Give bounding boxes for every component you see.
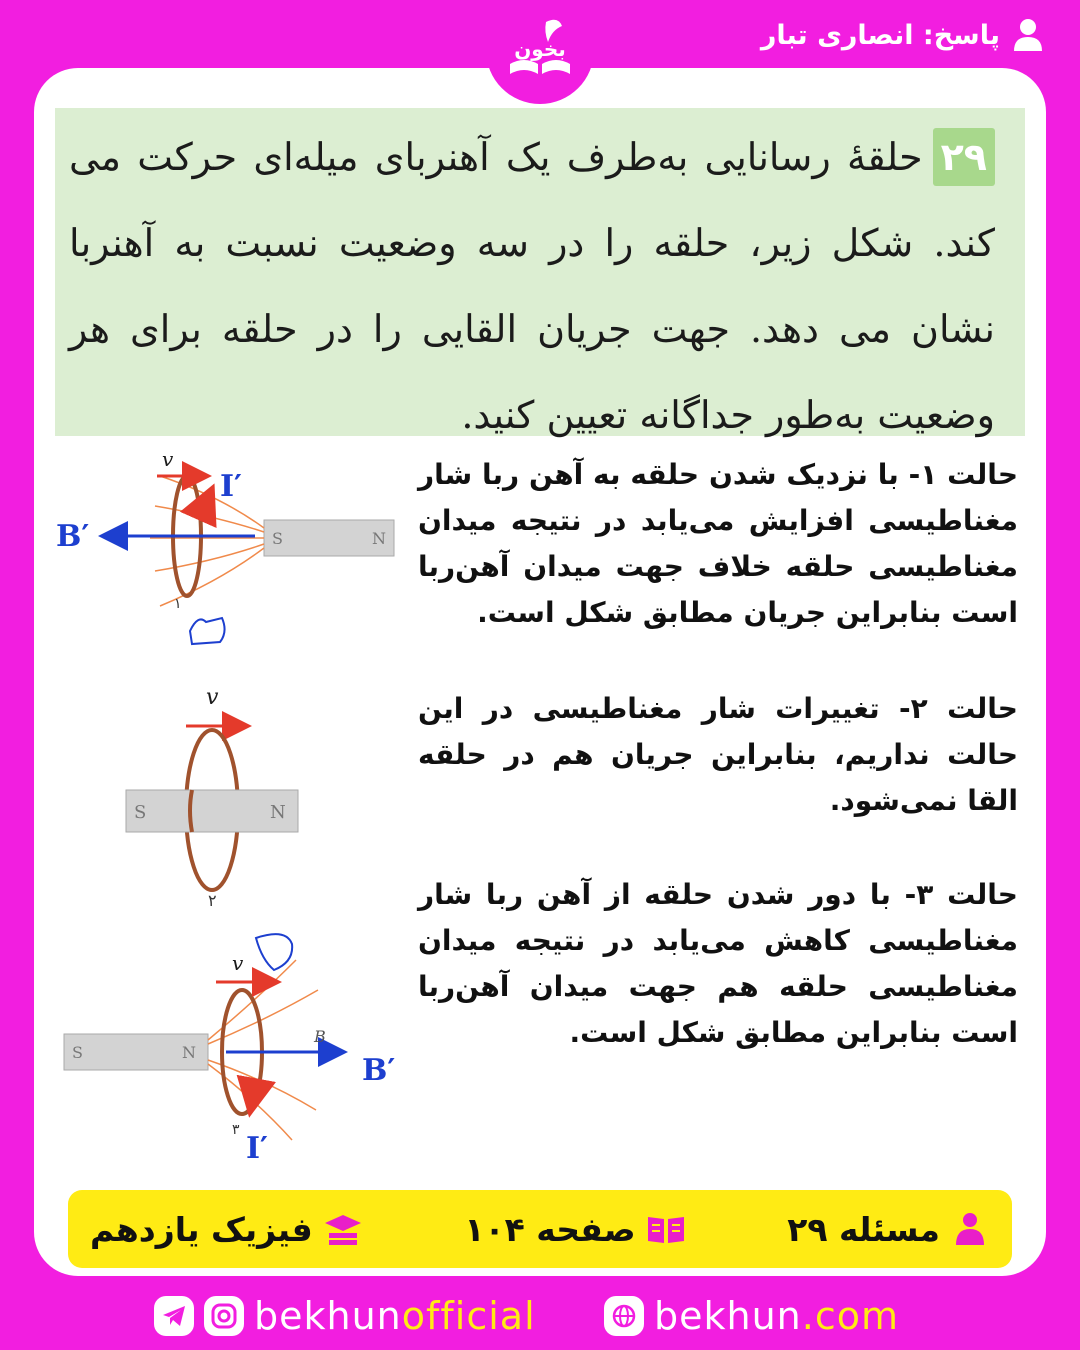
induced-field-label: B′ bbox=[362, 1053, 396, 1088]
footer-page: صفحه ۱۰۴ bbox=[464, 1210, 685, 1249]
figure-number: ۱ bbox=[174, 596, 182, 612]
instagram-icon[interactable] bbox=[204, 1296, 244, 1336]
teacher-icon bbox=[950, 1211, 990, 1247]
left-hand-icon bbox=[256, 934, 292, 970]
footer-info-bar bbox=[68, 1190, 1012, 1268]
answer-case-1: حالت ۱- با نزدیک شدن حلقه به آهن ربا شار مغناطیسی افزایش می‌یابد در نتیجه میدان مغناطیسی حلقه خلاف جهت میدان آهن‌ربا است بنابراین جریان مطابق شکل است. bbox=[418, 458, 1018, 629]
figure-number: ۲ bbox=[208, 891, 217, 910]
social-handle-link[interactable]: bekhunofficial bbox=[254, 1294, 536, 1338]
magnet-n: N bbox=[372, 529, 386, 548]
telegram-icon[interactable] bbox=[154, 1296, 194, 1336]
book-logo-icon bbox=[500, 12, 580, 92]
author-line bbox=[761, 10, 1044, 60]
current-label: I′ bbox=[220, 469, 242, 504]
website-link[interactable]: bekhun.com bbox=[654, 1294, 900, 1338]
user-icon bbox=[1012, 18, 1044, 52]
magnet-field-label: B bbox=[314, 1027, 326, 1046]
magnet-n: N bbox=[270, 802, 286, 823]
footer-book: فیزیک یازدهم bbox=[90, 1210, 363, 1249]
graduation-cap-icon bbox=[323, 1211, 363, 1247]
problem-statement bbox=[55, 108, 1025, 436]
magnet-s: S bbox=[272, 529, 283, 548]
figure-number: ۳ bbox=[232, 1122, 240, 1138]
velocity-label: v bbox=[162, 447, 174, 471]
magnet-s: S bbox=[72, 1043, 83, 1062]
answer-case-2: حالت ۲- تغییرات شار مغناطیسی در این حالت نداریم، بنابراین جریان هم در حلقه القا نمی‌شود. bbox=[418, 692, 1018, 817]
footer-problem: مسئله ۲۹ bbox=[787, 1210, 990, 1249]
globe-icon bbox=[604, 1296, 644, 1336]
bottom-links bbox=[0, 1292, 1080, 1340]
brand-logo bbox=[486, 0, 594, 104]
figure-case-3 bbox=[56, 930, 416, 1170]
magnet-s: S bbox=[134, 802, 147, 823]
author-label: پاسخ: انصاری تبار bbox=[760, 19, 1000, 51]
problem-number: ۲۹ bbox=[933, 128, 995, 186]
right-hand-icon bbox=[190, 618, 225, 644]
velocity-label: v bbox=[206, 685, 219, 710]
current-label: I′ bbox=[246, 1131, 268, 1166]
open-book-icon bbox=[646, 1211, 686, 1247]
velocity-label: v bbox=[232, 951, 244, 975]
logo-text: بخون bbox=[514, 37, 566, 61]
induced-field-label: B′ bbox=[56, 519, 90, 554]
magnet-n: N bbox=[182, 1043, 196, 1062]
answer-case-3: حالت ۳- با دور شدن حلقه از آهن ربا شار مغناطیسی کاهش می‌یابد در نتیجه میدان مغناطیسی حلقه هم جهت میدان آهن‌ربا است بنابراین مطابق شکل است. bbox=[418, 878, 1018, 1049]
figure-case-1 bbox=[50, 436, 410, 656]
field-lines bbox=[150, 476, 264, 606]
figure-case-2 bbox=[110, 676, 330, 916]
problem-text: حلقهٔ رسانایی به‌طرف یک آهنربای میله‌ای حرکت می کند. شکل زیر، حلقه را در سه وضعیت نسبت به آهنربا نشان می دهد. جهت جریان القایی را در حلقه برای هر وضعیت به‌طور جداگانه تعیین کنید. bbox=[69, 135, 995, 437]
